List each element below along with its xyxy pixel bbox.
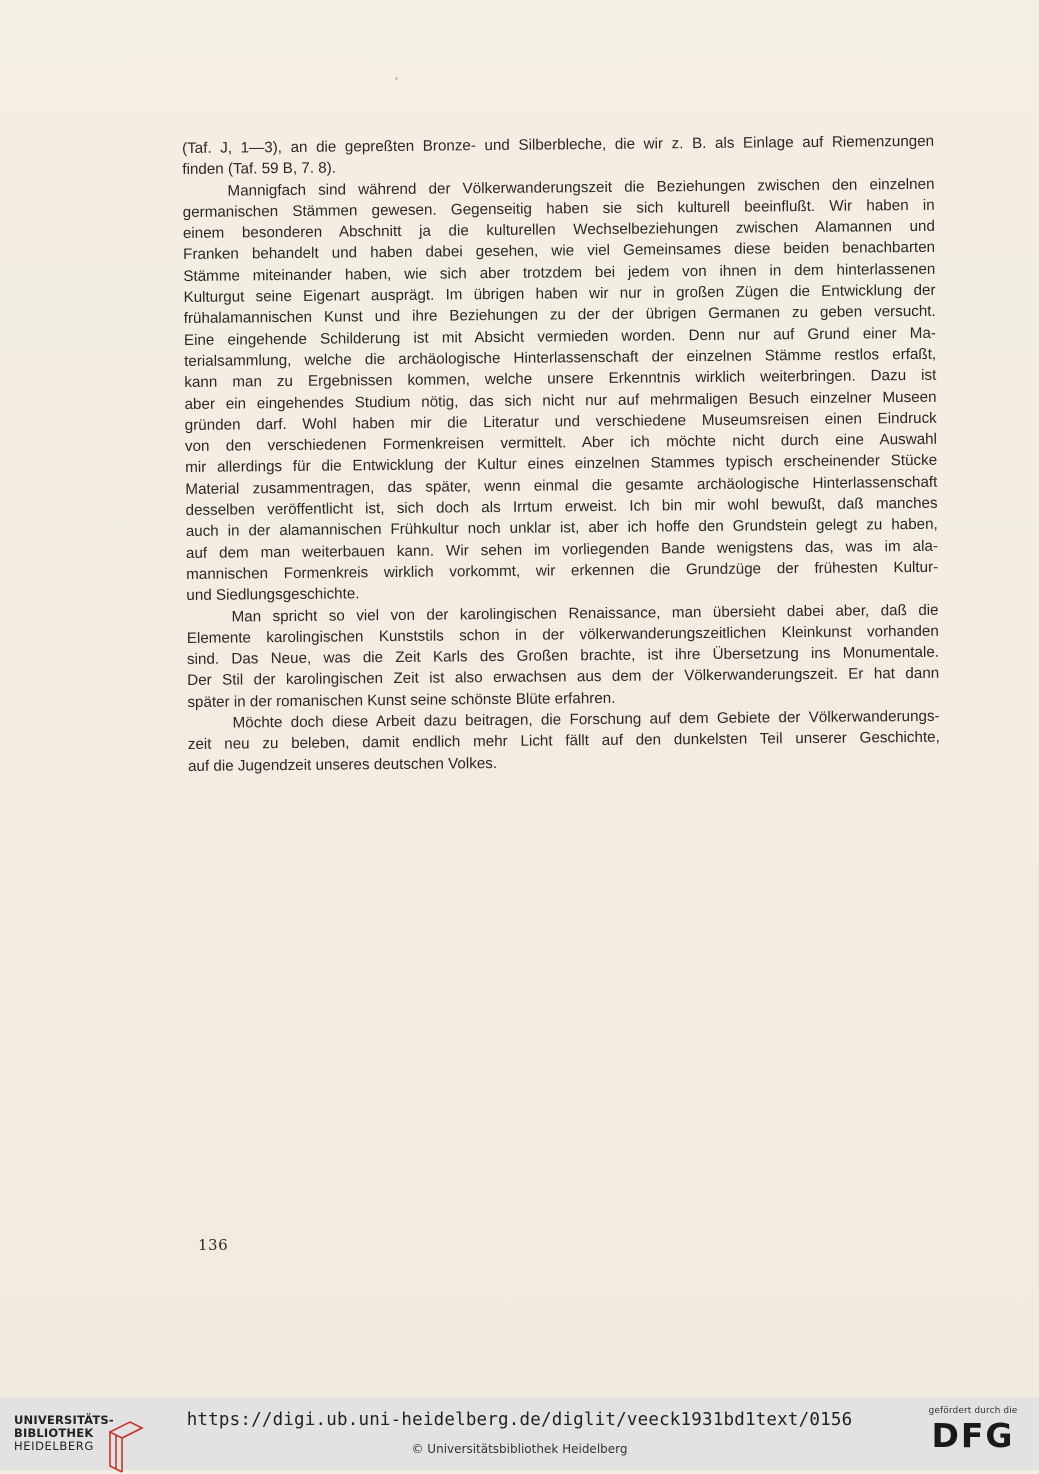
dfg-funding-logo[interactable] [923, 1406, 1023, 1454]
text-line: Material zusammentragen, das später, wenn einmal die gesamte archäologische Hinterlassenschaft [185, 473, 938, 498]
text-line: Möchte doch diese Arbeit dazu beitragen, die Forschung auf dem Gebiete der Völkerwanderungs- [232, 707, 940, 732]
text-line: germanischen Stämmen gewesen. Gegenseitig haben sie sich kulturell beeinflußt. Wir haben in [182, 196, 935, 221]
text-line: desselben veröffentlicht ist, sich doch als Irrtum erweist. Ich bin mir wohl bewußt, daß manches [185, 494, 938, 520]
text-line: kann man zu Ergebnissen kommen, welche unsere Erkenntnis wirklich weiterbringen. Dazu ist [184, 367, 937, 392]
text-line: zeit neu zu beleben, damit endlich mehr Licht fällt auf den dunkelsten Teil unserer Geschichte, [187, 729, 940, 754]
text-line: Eine eingehende Schilderung ist mit Absicht vermieden worden. Denn nur auf Grund einer Ma- [183, 324, 936, 349]
text-line: und Siedlungsgeschichte. [186, 585, 360, 605]
text-line: Mannigfach sind während der Völkerwanderungszeit die Beziehungen zwischen den einzelnen [227, 175, 935, 200]
paper-speck [395, 77, 398, 80]
dfg-logo-text: DFG [931, 1416, 1015, 1455]
text-line: terialsammlung, welche die archäologische Hinterlassenschaft der einzelnen Stämme restlos erfaßt, [184, 345, 937, 370]
text-line: sind. Das Neue, was die Zeit Karls des Großen brachte, ist ihre Übersetzung ins Monumentale. [186, 643, 940, 669]
text-line: später in der romanischen Kunst seine schönste Blüte erfahren. [187, 689, 616, 711]
text-line: auch in der alamannischen Frühkultur noch unklar ist, aber ich hoffe den Grundstein gelegt zu haben, [185, 516, 938, 541]
text-line: Franken behandelt und haben dabei gesehen, wie viel Gemeinsames diese beiden benachbarten [183, 239, 936, 264]
text-line: aber ein eingehendes Studium nötig, das sich nicht nur auf mehrmaligen Besuch einzelner Museen [184, 388, 937, 413]
text-line: (Taf. J, 1—3), an die gepreßten Bronze- und Silberbleche, die wir z. B. als Einlage auf Riemenzungen [182, 132, 935, 157]
text-line: gründen darf. Wohl haben mir die Literatur und verschiedene Museumsreisen einen Eindruck [184, 409, 937, 434]
text-line: einem besonderen Abschnitt ja die kulturellen Wechselbeziehungen zwischen Alamannen und [182, 217, 935, 243]
library-name-line3: HEIDELBERG [14, 1439, 94, 1453]
copyright-notice: © Universitätsbibliothek Heidelberg [411, 1442, 628, 1456]
permalink-url[interactable]: https://digi.ub.uni-heidelberg.de/diglit/veeck1931bd1text/0156 [186, 1410, 853, 1430]
text-line: von den verschiedenen Formenkreisen vermittelt. Aber ich möchte nicht durch eine Auswahl [184, 430, 938, 456]
text-line: Man spricht so viel von der karolingischen Renaissance, man übersieht dabei aber, daß die [231, 601, 939, 626]
body-text [182, 131, 940, 777]
text-line: Elemente karolingischen Kunststils schon in der völkerwanderungszeitlichen Kleinkunst vorhanden [186, 622, 939, 647]
text-line: Kulturgut seine Eigenart ausprägt. Im übrigen haben wir nur in großen Zügen die Entwicklung der [183, 281, 936, 307]
dfg-caption: gefördert durch die [928, 1406, 1018, 1416]
text-line: mannischen Formenkreis wirklich vorkommt, wir erkennen die Grundzüge der frühesten Kultur- [186, 558, 939, 583]
text-line: frühalamannischen Kunst und ihre Beziehungen zu der der übrigen Germanen zu geben versucht. [183, 303, 936, 328]
library-name-line1: UNIVERSITÄTS- [14, 1413, 114, 1427]
text-line: auf dem man weiterbauen kann. Wir sehen im vorliegenden Bande wenigstens das, was im ala- [185, 537, 939, 562]
page-number: 136 [198, 1236, 229, 1254]
text-line: Stämme miteinander haben, wie sich aber trotzdem bei jedem von ihnen in dem hinterlassenen [183, 260, 936, 285]
text-line: finden (Taf. 59 B, 7. 8). [182, 159, 337, 179]
text-line: auf die Jugendzeit unseres deutschen Volkes. [187, 754, 498, 775]
viewer-footer [0, 1398, 1039, 1470]
text-line: mir allerdings für die Entwicklung der Kultur eines einzelnen Stammes typisch erscheinender Stücke [185, 452, 938, 477]
text-line: Der Stil der karolingischen Zeit ist also erwachsen aus dem der Völkerwanderungszeit. Er hat dann [187, 665, 940, 690]
library-name-line2: BIBLIOTHEK [14, 1426, 94, 1440]
